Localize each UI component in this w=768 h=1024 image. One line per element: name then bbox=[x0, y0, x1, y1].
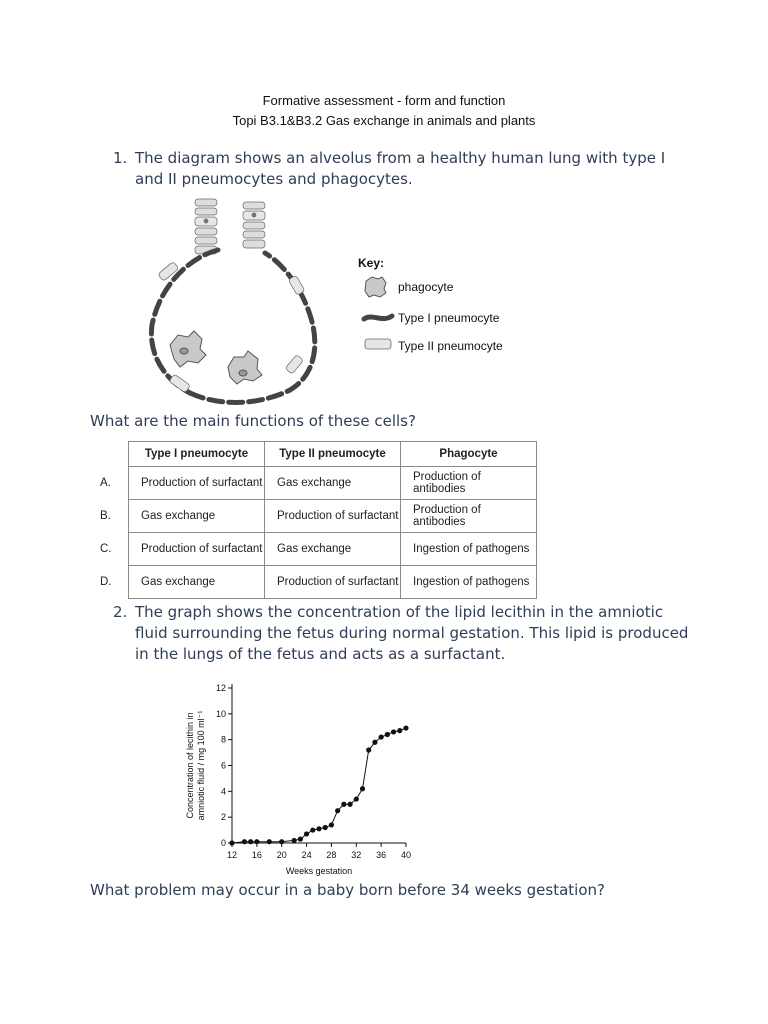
table-header-phagocyte: Phagocyte bbox=[401, 442, 537, 467]
cell-type2: Gas exchange bbox=[265, 467, 401, 500]
data-point bbox=[341, 802, 346, 807]
pneumocyte-column-right bbox=[243, 202, 265, 248]
table-header-empty bbox=[90, 442, 129, 467]
cell-phagocyte: Production of antibodies bbox=[401, 467, 537, 500]
cell-type2: Gas exchange bbox=[265, 533, 401, 566]
key-type1-icon bbox=[364, 316, 392, 319]
lecithin-chart bbox=[165, 670, 425, 880]
data-point bbox=[335, 808, 340, 813]
x-tick-label: 28 bbox=[326, 850, 337, 860]
data-point bbox=[279, 839, 284, 844]
data-point bbox=[397, 728, 402, 733]
question-2-followup: What problem may occur in a baby born before 34 weeks gestation? bbox=[90, 881, 605, 899]
y-tick-label: 0 bbox=[220, 838, 226, 848]
data-point bbox=[385, 732, 390, 737]
row-label: D. bbox=[100, 576, 112, 588]
key-phagocyte-label: phagocyte bbox=[398, 280, 454, 294]
x-tick-label: 24 bbox=[301, 850, 312, 860]
y-tick-label: 4 bbox=[220, 786, 226, 797]
data-point bbox=[403, 725, 408, 730]
key-phagocyte-icon bbox=[365, 277, 386, 297]
data-point bbox=[391, 729, 396, 734]
cell-type2: Production of surfactant bbox=[265, 500, 401, 533]
data-point bbox=[310, 827, 315, 832]
x-tick-label: 16 bbox=[251, 850, 262, 860]
cell-phagocyte: Production of antibodies bbox=[401, 500, 537, 533]
row-label: C. bbox=[100, 543, 112, 555]
data-point bbox=[267, 839, 272, 844]
y-axis-label-line-1: Concentration of lecithin in bbox=[185, 712, 195, 819]
table-row bbox=[90, 566, 537, 599]
pneumocyte-column-left bbox=[195, 199, 217, 254]
data-point bbox=[323, 825, 328, 830]
question-2 bbox=[0, 602, 768, 666]
question-2-text: The graph shows the concentration of the lipid lecithin in the amniotic fluid surrounding the fetus during normal gestation. This lipid is produced in the lungs of the fetus and acts as a surfactant. bbox=[135, 603, 689, 663]
table-header-row bbox=[90, 442, 537, 467]
row-label: B. bbox=[100, 510, 111, 522]
key-type1-label: Type I pneumocyte bbox=[398, 311, 500, 325]
data-point bbox=[298, 837, 303, 842]
data-point bbox=[347, 802, 352, 807]
x-tick-label: 12 bbox=[226, 850, 238, 860]
question-2-number: 2. bbox=[113, 603, 128, 621]
data-point bbox=[229, 840, 234, 845]
cell-phagocyte: Ingestion of pathogens bbox=[401, 533, 537, 566]
data-point bbox=[366, 747, 371, 752]
header-line-2: Topi B3.1&B3.2 Gas exchange in animals and plants bbox=[232, 113, 536, 128]
table-row bbox=[90, 467, 537, 500]
table-row bbox=[90, 500, 537, 533]
x-tick-label: 32 bbox=[351, 850, 362, 860]
cell-type1: Production of surfactant bbox=[129, 467, 265, 500]
cell-type1: Production of surfactant bbox=[129, 533, 265, 566]
key-title: Key: bbox=[358, 256, 385, 270]
y-tick-label: 8 bbox=[220, 734, 226, 745]
data-point bbox=[379, 734, 384, 739]
data-point bbox=[316, 826, 321, 831]
x-axis-label: Weeks gestation bbox=[285, 866, 353, 876]
y-axis-label-line-2: amniotic fluid / mg 100 ml⁻¹ bbox=[196, 710, 206, 821]
cell-type2: Production of surfactant bbox=[265, 566, 401, 599]
chart-series bbox=[229, 725, 408, 845]
data-point bbox=[329, 822, 334, 827]
y-tick-label: 12 bbox=[215, 683, 226, 693]
data-point bbox=[254, 839, 259, 844]
cell-type1: Gas exchange bbox=[129, 500, 265, 533]
y-tick-label: 6 bbox=[220, 760, 226, 771]
key-type2-icon bbox=[365, 339, 391, 349]
x-tick-label: 20 bbox=[276, 850, 287, 860]
question-1 bbox=[0, 148, 768, 192]
table-row bbox=[90, 533, 537, 566]
data-point bbox=[292, 838, 297, 843]
x-tick-label: 36 bbox=[376, 850, 387, 860]
data-point bbox=[372, 740, 377, 745]
cell-type1: Gas exchange bbox=[129, 566, 265, 599]
phagocytes bbox=[170, 331, 262, 384]
alveolus-diagram bbox=[140, 195, 510, 410]
answer-table bbox=[90, 441, 537, 599]
row-label: A. bbox=[100, 477, 111, 489]
diagram-key bbox=[358, 256, 503, 353]
key-type2-label: Type II pneumocyte bbox=[398, 339, 503, 353]
chart-axes bbox=[216, 683, 411, 860]
y-tick-label: 10 bbox=[215, 708, 226, 719]
data-point bbox=[242, 839, 247, 844]
table-header-type2: Type II pneumocyte bbox=[265, 442, 401, 467]
data-point bbox=[354, 796, 359, 801]
y-tick-label: 2 bbox=[220, 812, 226, 823]
header-line-1: Formative assessment - form and function bbox=[262, 93, 506, 108]
table-header-type1: Type I pneumocyte bbox=[129, 442, 265, 467]
series-line bbox=[232, 728, 406, 843]
data-point bbox=[248, 839, 253, 844]
question-1-text: The diagram shows an alveolus from a healthy human lung with type I and II pneumocytes and phagocytes. bbox=[135, 149, 666, 188]
question-1-number: 1. bbox=[113, 149, 128, 167]
data-point bbox=[360, 786, 365, 791]
question-1-followup: What are the main functions of these cells? bbox=[90, 412, 416, 430]
data-point bbox=[304, 831, 309, 836]
x-tick-label: 40 bbox=[400, 850, 412, 860]
cell-phagocyte: Ingestion of pathogens bbox=[401, 566, 537, 599]
